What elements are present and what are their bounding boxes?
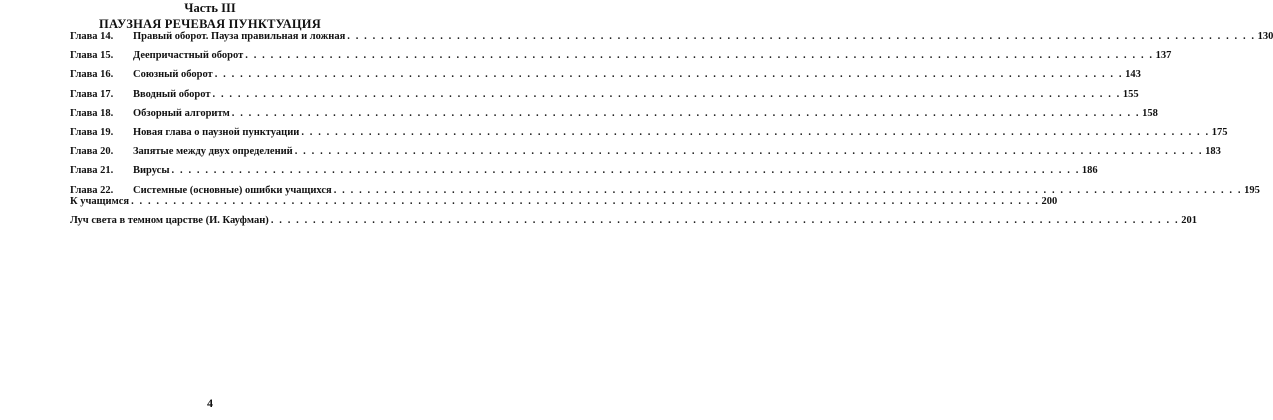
part-label: Часть III — [184, 1, 236, 15]
page-number: 200 — [1041, 196, 1058, 207]
toc-entry — [70, 27, 1273, 46]
chapter-title: Вирусы — [133, 165, 170, 177]
dot-leader — [295, 142, 1203, 161]
page-number: 158 — [1142, 107, 1158, 119]
chapter-title: Запятые между двух определений — [133, 146, 293, 158]
toc-entry — [70, 161, 1098, 180]
dot-leader — [131, 192, 1039, 211]
chapter-number: Глава 20. — [70, 146, 114, 158]
chapter-number: Глава 22. — [70, 184, 114, 196]
page-number: 137 — [1155, 50, 1172, 62]
chapter-number: Глава 21. — [70, 165, 114, 177]
dot-leader — [232, 104, 1140, 123]
dot-leader — [245, 46, 1153, 65]
chapter-title: Союзный оборот — [133, 69, 213, 81]
page-number: 201 — [1181, 215, 1197, 227]
page-number: 175 — [1211, 126, 1228, 138]
dot-leader — [347, 27, 1255, 46]
toc-entry — [70, 65, 1141, 84]
page-number: 186 — [1081, 165, 1098, 177]
dot-leader — [271, 211, 1179, 230]
toc-entry — [70, 142, 1221, 161]
page-number: 183 — [1205, 146, 1221, 158]
toc-entry — [70, 123, 1228, 142]
toc-entry — [70, 104, 1158, 123]
page-folio: 4 — [207, 396, 213, 410]
chapter-title: Вводный оборот — [133, 88, 211, 100]
dot-leader — [215, 65, 1123, 84]
chapter-number: Глава 16. — [70, 69, 114, 81]
page-number: 155 — [1122, 88, 1139, 100]
chapter-number: Глава 15. — [70, 50, 114, 62]
section-title: Луч света в темном царстве (И. Кауфман) — [70, 215, 269, 227]
part-title: ПАУЗНАЯ РЕЧЕВАЯ ПУНКТУАЦИЯ — [99, 17, 321, 31]
page-number: 195 — [1244, 184, 1260, 196]
page-number: 143 — [1125, 69, 1141, 81]
chapter-title: Новая глава о паузной пунктуации — [133, 126, 300, 138]
toc-entry — [70, 85, 1139, 104]
section-title: К учащимся — [70, 196, 130, 207]
dot-leader — [301, 123, 1209, 142]
toc-entry — [70, 46, 1172, 65]
toc-entry — [70, 192, 1058, 211]
dot-leader — [172, 161, 1080, 180]
extra-list — [70, 192, 1197, 230]
page-number: 130 — [1257, 31, 1273, 42]
chapter-title: Обзорный алгоритм — [133, 107, 230, 119]
chapter-title: Системные (основные) ошибки учащихся — [133, 184, 332, 196]
chapter-number: Глава 17. — [70, 88, 114, 100]
chapter-number: Глава 19. — [70, 126, 114, 138]
chapter-title: Правый оборот. Пауза правильная и ложная — [133, 31, 346, 42]
chapter-number: Глава 14. — [70, 31, 114, 42]
dot-leader — [213, 85, 1121, 104]
toc-entry — [70, 211, 1197, 230]
chapter-title: Деепричастный оборот — [133, 50, 244, 62]
chapter-number: Глава 18. — [70, 107, 114, 119]
chapter-list — [70, 27, 1273, 200]
